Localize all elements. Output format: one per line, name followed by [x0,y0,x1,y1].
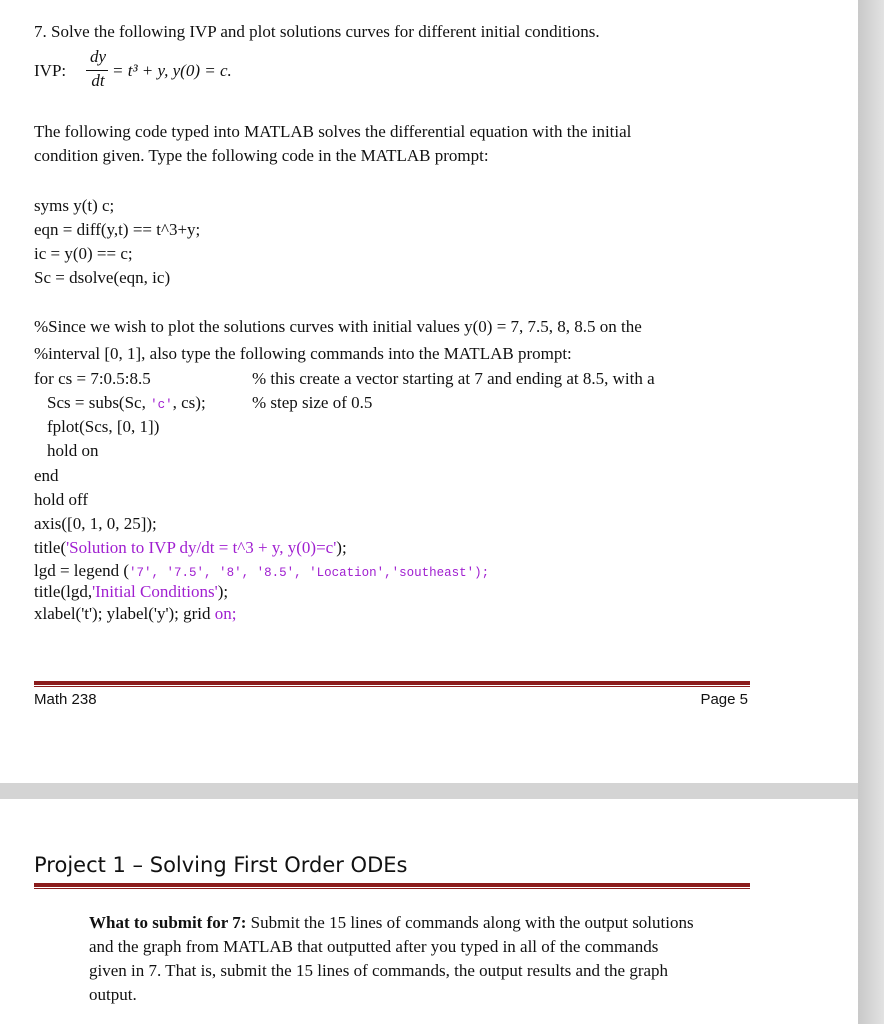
intro-line-2: condition given. Type the following code in the MATLAB prompt: [34,146,489,165]
heading-rule [34,883,750,887]
code-line: Sc = dsolve(eqn, ic) [34,268,171,287]
code-comment: % this create a vector starting at 7 and ending at 8.5, with a [252,369,655,388]
footer-rule-thin [34,686,750,687]
code-line: xlabel('t'); ylabel('y'); grid on; [34,604,237,623]
submit-line-3: given in 7. That is, submit the 15 lines of commands, the output results and the graph [89,961,669,980]
code-line: ic = y(0) == c; [34,244,133,263]
code-line: end [34,466,59,485]
submit-line-2: and the graph from MATLAB that outputted after you typed in all of the commands [89,937,659,956]
code-line: hold off [34,490,88,509]
code-line: title('Solution to IVP dy/dt = t^3 + y, y(0)=c'); [34,538,347,557]
heading-rule-thin [34,888,750,889]
footer-rule [34,681,750,685]
submit-line-1: What to submit for 7: Submit the 15 lines of commands along with the output solutions [89,913,694,932]
footer-course: Math 238 [34,691,97,708]
code-line: lgd = legend ('7', '7.5', '8', '8.5', 'Location','southeast'); [34,561,490,580]
submit-line-4: output. [89,985,137,1004]
code-line: for cs = 7:0.5:8.5 [34,369,151,388]
comment-line-1: %Since we wish to plot the solutions curves with initial values y(0) = 7, 7.5, 8, 8.5 on the [34,317,642,336]
ivp-rhs: = t³ + y, y(0) = c. [112,61,232,80]
ivp-denominator: dt [91,71,105,90]
page-heading: Project 1 – Solving First Order ODEs [34,853,408,877]
window-edge [858,0,884,1024]
code-comment: % step size of 0.5 [252,393,373,412]
code-line: fplot(Scs, [0, 1]) [47,417,160,436]
code-line: title(lgd,'Initial Conditions'); [34,582,229,601]
ivp-numerator: dy [89,47,107,66]
code-line: eqn = diff(y,t) == t^3+y; [34,220,201,239]
code-line: axis([0, 1, 0, 25]); [34,514,157,533]
comment-line-2: %interval [0, 1], also type the following commands into the MATLAB prompt: [34,344,572,363]
code-line: Scs = subs(Sc, 'c', cs); [47,393,206,412]
intro-line-1: The following code typed into MATLAB solves the differential equation with the initial [34,122,632,141]
footer-page-number: Page 5 [700,691,748,708]
code-line: hold on [47,441,99,460]
document-page-6 [0,799,858,1024]
ivp-label: IVP: [34,61,67,80]
problem-title: 7. Solve the following IVP and plot solutions curves for different initial conditions. [34,22,600,41]
code-line: syms y(t) c; [34,196,115,215]
